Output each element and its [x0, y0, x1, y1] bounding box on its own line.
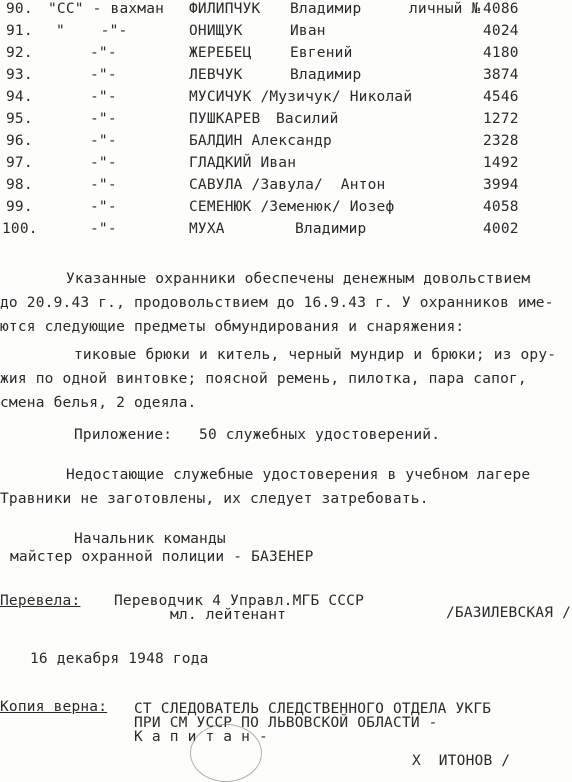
- row-id: 2328: [483, 133, 519, 149]
- attachment-line: Приложение: 50 служебных удостоверений.: [74, 427, 441, 443]
- row-personal-label: личный №: [409, 1, 481, 17]
- stamp-icon: [190, 724, 262, 782]
- certifier-rank: К а п и т а н -: [134, 729, 268, 745]
- row-surname: МУСИЧУК /Музичук/ Николай: [189, 89, 413, 105]
- row-surname: ПУШКАРЕВ: [189, 111, 261, 127]
- translator-rank: мл. лейтенант: [170, 607, 287, 623]
- row-surname: ГЛАДКИЙ Иван: [189, 155, 297, 171]
- row-surname: ФИЛИПЧУК: [189, 1, 261, 17]
- row-id: 3994: [483, 177, 519, 193]
- row-surname: ОНИЩУК: [189, 23, 243, 39]
- row-rank: -"-: [90, 89, 117, 105]
- row-firstname: Владимир: [295, 221, 367, 237]
- row-surname: САВУЛА /Завула/ Антон: [189, 177, 386, 193]
- paragraph-line: жия по одной винтовке; поясной ремень, пилотка, пара сапог,: [0, 371, 527, 387]
- paragraph-line: Указанные охранники обеспечены денежным довольствием: [66, 271, 531, 287]
- row-rank: -"-: [90, 67, 117, 83]
- row-firstname: Евгений: [290, 45, 353, 61]
- row-number: 94.: [6, 89, 33, 105]
- row-id: 1272: [483, 111, 519, 127]
- signature-title: Начальник команды: [74, 531, 226, 547]
- row-rank: " -"-: [56, 23, 128, 39]
- row-number: 92.: [6, 45, 33, 61]
- row-id: 4002: [483, 221, 519, 237]
- row-id: 4058: [483, 199, 519, 215]
- document-date: 16 декабря 1948 года: [30, 651, 209, 667]
- row-rank: -"-: [90, 177, 117, 193]
- translator-position: Переводчик 4 Управл.МГБ СССР: [114, 593, 365, 609]
- row-id: 4546: [483, 89, 519, 105]
- certifier-name: Х ИТОНОВ /: [412, 753, 511, 769]
- row-id: 4086: [483, 1, 519, 17]
- row-number: 93.: [6, 67, 33, 83]
- row-id: 1492: [483, 155, 519, 171]
- row-surname: МУХА: [189, 221, 225, 237]
- row-firstname: Иван: [290, 23, 326, 39]
- row-number: 97.: [6, 155, 33, 171]
- translator-name: /БАЗИЛЕВСКАЯ /: [446, 605, 572, 621]
- paragraph-line: тиковые брюки и китель, черный мундир и брюки; из ору-: [74, 347, 557, 363]
- row-number: 95.: [6, 111, 33, 127]
- row-number: 98.: [6, 177, 33, 193]
- row-id: 4024: [483, 23, 519, 39]
- paragraph-line: Недостающие служебные удостоверения в учебном лагере: [66, 467, 531, 483]
- paragraph-line: смена белья, 2 одеяла.: [0, 395, 197, 411]
- paragraph-line: ются следующие предметы обмундирования и снаряжения:: [0, 319, 465, 335]
- row-id: 3874: [483, 67, 519, 83]
- row-surname: СЕМЕНЮК /Земенюк/ Иозеф: [189, 199, 395, 215]
- row-surname: БАЛДИН Александр: [189, 133, 332, 149]
- row-surname: ЛЕВЧУК: [189, 67, 243, 83]
- row-number: 90.: [6, 1, 33, 17]
- row-firstname: Владимир: [290, 1, 362, 17]
- row-number: 100.: [2, 221, 38, 237]
- paragraph-line: до 20.9.43 г., продовольствием до 16.9.43 г. У охранников име-: [0, 295, 554, 311]
- row-firstname: Василий: [276, 111, 339, 127]
- copy-label: Копия верна:: [0, 699, 108, 715]
- row-number: 96.: [6, 133, 33, 149]
- row-firstname: Владимир: [290, 67, 362, 83]
- row-number: 99.: [6, 199, 33, 215]
- certifier-position: СТ СЛЕДОВАТЕЛЬ СЛЕДСТВЕННОГО ОТДЕЛА УКГБ: [134, 701, 492, 717]
- row-id: 4180: [483, 45, 519, 61]
- row-rank: -"-: [90, 199, 117, 215]
- row-rank: -"-: [90, 45, 117, 61]
- row-rank: -"-: [90, 155, 117, 171]
- row-rank: -"-: [90, 111, 117, 127]
- signature-name: майстер охранной полиции - БАЗЕНЕР: [10, 549, 314, 565]
- row-rank: -"-: [90, 133, 117, 149]
- row-rank: "СС" - вахман: [48, 1, 165, 17]
- row-number: 91.: [6, 23, 33, 39]
- row-surname: ЖЕРЕБЕЦ: [189, 45, 252, 61]
- translation-label: Перевела:: [0, 593, 81, 609]
- row-rank: -"-: [90, 221, 117, 237]
- certifier-department: ПРИ СМ УССР ПО ЛЬВОВСКОЙ ОБЛАСТИ -: [134, 715, 438, 731]
- paragraph-line: Травники не заготовлены, их следует затребовать.: [0, 491, 429, 507]
